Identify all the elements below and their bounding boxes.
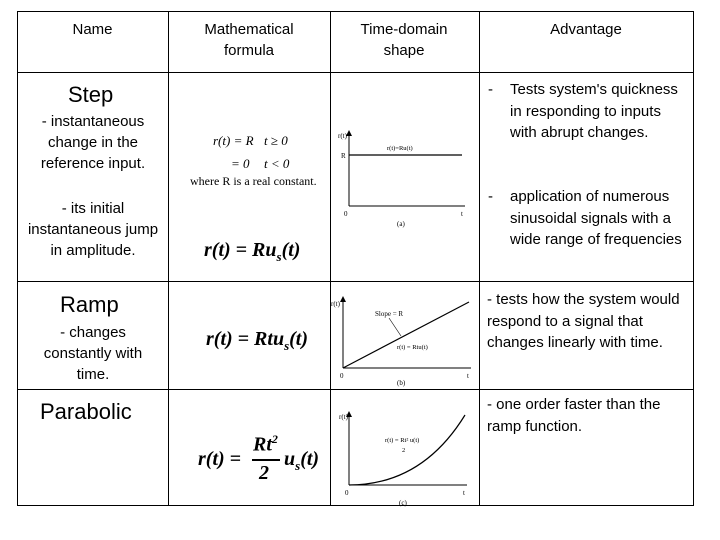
ramp-line	[343, 302, 469, 368]
step-advantage-2-dash: -	[488, 188, 493, 205]
fraction-bar	[252, 459, 280, 461]
formula-subscript: s	[284, 338, 290, 353]
grid-line	[479, 11, 480, 506]
plot-caption: (b)	[397, 379, 406, 387]
formula-main: r(t) = Rtu	[206, 328, 285, 350]
y-axis-arrow	[340, 296, 346, 302]
formula-numerator	[253, 432, 278, 457]
parabola-curve	[349, 415, 465, 485]
formula-tail	[284, 448, 319, 474]
formula-main: r(t) = Ru	[204, 239, 277, 261]
grid-line	[17, 11, 694, 12]
formula-subscript: s	[295, 458, 301, 473]
curve-label: r(t)=Ru(t)	[387, 145, 413, 152]
step-advantage-2: application of numerous sinusoidal signals with a wide range of frequencies	[510, 188, 682, 248]
grid-line	[17, 11, 18, 506]
formula-denominator: 2	[259, 462, 269, 484]
grid-line	[693, 11, 694, 506]
step-description-1: - instantaneous change in the reference input.	[40, 113, 146, 172]
ramp-name: Ramp	[60, 292, 119, 317]
curve-label: r(t) = Rtu(t)	[397, 344, 428, 351]
curve-label: r(t) = Rt² u(t)	[385, 437, 420, 444]
grid-line	[17, 281, 694, 282]
step-formula	[204, 239, 300, 265]
ramp-description: - changes constantly with time.	[43, 324, 143, 383]
origin-label: 0	[344, 210, 348, 218]
formula-cond-2: t < 0	[264, 156, 290, 171]
step-plot	[337, 128, 472, 238]
formula-line-1: r(t) = R	[213, 133, 254, 148]
ramp-advantage: - tests how the system would respond to a signal that changes linearly with time.	[487, 291, 680, 351]
formula-exponent: 2	[271, 432, 278, 446]
header-name: Name	[72, 21, 113, 38]
step-description-2: - its initial instantaneous jump in amplitude.	[27, 200, 159, 259]
grid-line	[168, 11, 169, 506]
header-shape: Time-domain shape	[360, 21, 448, 59]
plot-caption: (a)	[397, 220, 405, 228]
formula-num: Rt	[253, 433, 272, 456]
level-label: R	[341, 152, 346, 160]
origin-label: 0	[345, 489, 349, 497]
header-advantage: Advantage	[550, 21, 622, 38]
formula-line-2: = 0	[231, 156, 250, 171]
formula-note: where R is a real constant.	[190, 174, 317, 188]
formula-tail: (t)	[289, 328, 309, 350]
grid-line	[17, 389, 694, 390]
step-name: Step	[68, 82, 114, 107]
parabolic-name: Parabolic	[40, 399, 132, 424]
grid-line	[330, 11, 331, 506]
formula-cond-1: t ≥ 0	[264, 133, 288, 148]
y-axis-label: r(t)	[338, 132, 347, 140]
step-advantage-1: Tests system's quickness in responding to inputs with abrupt changes.	[510, 81, 678, 141]
slope-pointer	[389, 318, 401, 336]
header-formula: Mathematical formula	[204, 21, 294, 59]
step-advantage-1-dash: -	[488, 81, 493, 98]
parabolic-plot	[337, 407, 472, 507]
slope-label: Slope = R	[375, 310, 404, 318]
x-axis-label: t	[461, 210, 463, 218]
grid-line	[17, 72, 694, 73]
y-axis-label: r(t)	[339, 413, 348, 421]
ramp-plot	[331, 292, 475, 387]
formula-subscript: s	[276, 249, 282, 264]
ramp-formula	[206, 328, 308, 354]
plot-caption: (c)	[399, 499, 407, 507]
x-axis-label: t	[467, 372, 469, 380]
curve-label-denominator: 2	[402, 447, 406, 454]
parabolic-formula	[198, 432, 328, 488]
formula-lhs: r(t) =	[198, 448, 242, 470]
origin-label: 0	[340, 372, 344, 380]
formula-u: u	[284, 448, 296, 470]
parabolic-advantage: - one order faster than the ramp function.	[487, 396, 661, 435]
y-axis-label: r(t)	[331, 300, 340, 308]
formula-paren: (t)	[300, 448, 320, 470]
x-axis-label: t	[463, 489, 465, 497]
formula-tail: (t)	[281, 239, 301, 261]
